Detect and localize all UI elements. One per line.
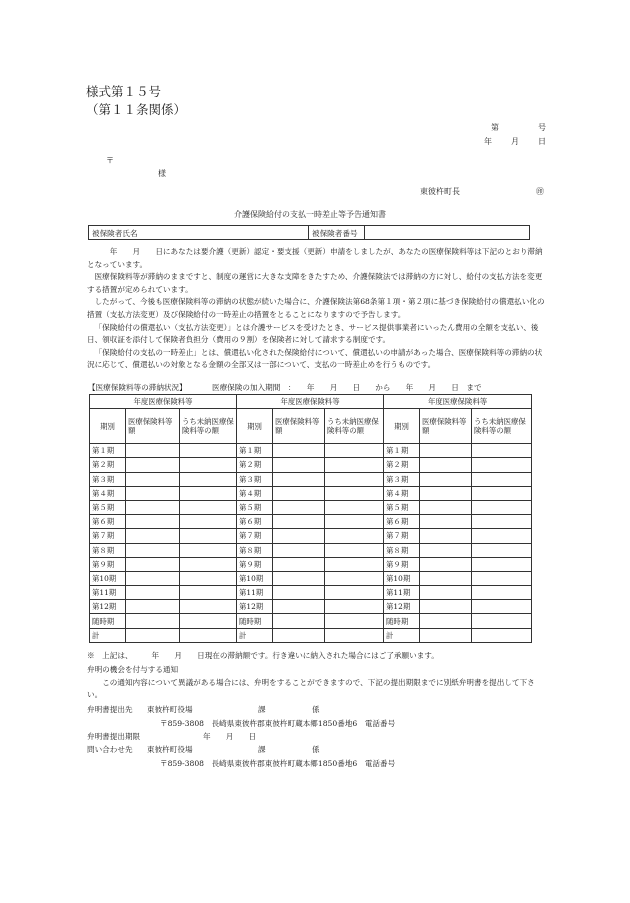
period-cell: 計 <box>237 628 273 642</box>
amount-cell <box>420 486 472 500</box>
doc-number-go: 号 <box>538 123 546 132</box>
unpaid-cell <box>325 586 384 600</box>
amount-cell <box>420 614 472 628</box>
amount-cell <box>126 586 180 600</box>
amount-cell <box>273 500 325 514</box>
appeal-title: 弁明の機会を付与する通知 <box>87 665 179 674</box>
period-cell: 随時期 <box>384 614 420 628</box>
period-cell: 第６期 <box>90 515 126 529</box>
col-period-header: 期別 <box>90 409 126 444</box>
period-cell: 第４期 <box>90 486 126 500</box>
period-cell: 第11期 <box>384 586 420 600</box>
table-row <box>90 614 532 628</box>
unpaid-cell <box>325 628 384 642</box>
submit-label: 弁明書提出先 <box>87 705 133 714</box>
unpaid-cell <box>472 543 532 557</box>
doc-title: 介護保険給付の支払一時差止等予告通知書 <box>234 210 386 219</box>
amount-cell <box>420 458 472 472</box>
period-cell: 第９期 <box>384 557 420 571</box>
table-row <box>90 529 532 543</box>
period-cell: 第７期 <box>384 529 420 543</box>
unpaid-cell <box>325 444 384 458</box>
amount-cell <box>273 529 325 543</box>
insured-box-divider-2 <box>364 226 365 239</box>
issuer-seal: ㊞ <box>536 187 544 196</box>
amount-cell <box>420 529 472 543</box>
amount-cell <box>273 458 325 472</box>
period-cell: 第６期 <box>384 515 420 529</box>
period-cell: 第７期 <box>237 529 273 543</box>
unpaid-cell <box>180 614 237 628</box>
unpaid-cell <box>180 458 237 472</box>
period-cell: 第３期 <box>384 472 420 486</box>
amount-cell <box>420 628 472 642</box>
amount-cell <box>420 500 472 514</box>
date-day: 日 <box>538 137 546 146</box>
year-header: 年度医療保険料等 <box>90 395 237 409</box>
inquiry-office: 東彼杵町役場 <box>147 745 193 754</box>
period-cell: 計 <box>90 628 126 642</box>
table-row <box>90 600 532 614</box>
period-cell: 第５期 <box>384 500 420 514</box>
col-amount-header: 医療保険料等額 <box>126 409 180 444</box>
unpaid-cell <box>325 486 384 500</box>
unpaid-cell <box>472 614 532 628</box>
unpaid-cell <box>325 571 384 585</box>
amount-cell <box>273 600 325 614</box>
amount-cell <box>126 557 180 571</box>
period-cell: 第３期 <box>237 472 273 486</box>
doc-number-dai: 第 <box>491 123 499 132</box>
body-paragraph: したがって、今後も医療保険料等の滞納の状態が続いた場合に、介護保険法第68条第１項・第２項に基づき保険給付の償還払い化の措置（支払方法変更）及び保険給付の一時差止の措置をとることになりますので予告します。 <box>87 297 545 319</box>
unpaid-cell <box>472 486 532 500</box>
unpaid-cell <box>180 500 237 514</box>
amount-cell <box>420 600 472 614</box>
col-period-header: 期別 <box>384 409 420 444</box>
amount-cell <box>420 543 472 557</box>
unpaid-cell <box>472 500 532 514</box>
amount-cell <box>273 586 325 600</box>
inquiry-label: 問い合わせ先 <box>87 745 133 754</box>
amount-cell <box>126 458 180 472</box>
period-cell: 第１期 <box>237 444 273 458</box>
inquiry-ka: 課 <box>258 745 266 754</box>
amount-cell <box>420 515 472 529</box>
unpaid-cell <box>325 600 384 614</box>
amount-cell <box>273 543 325 557</box>
period-cell: 第10期 <box>384 571 420 585</box>
unpaid-cell <box>472 557 532 571</box>
table-row <box>90 500 532 514</box>
period-cell: 第４期 <box>237 486 273 500</box>
amount-cell <box>126 500 180 514</box>
year-header: 年度医療保険料等 <box>384 395 532 409</box>
amount-cell <box>420 472 472 486</box>
issuer-name: 東彼杵町長 <box>420 187 460 196</box>
recipient-suffix: 様 <box>158 169 166 178</box>
unpaid-cell <box>180 529 237 543</box>
table-row <box>90 571 532 585</box>
unpaid-cell <box>180 557 237 571</box>
arrears-table <box>89 394 532 643</box>
date-year: 年 <box>484 137 492 146</box>
amount-cell <box>126 486 180 500</box>
period-cell: 第２期 <box>384 458 420 472</box>
period-cell: 第12期 <box>237 600 273 614</box>
amount-cell <box>126 614 180 628</box>
unpaid-cell <box>180 515 237 529</box>
unpaid-cell <box>472 529 532 543</box>
unpaid-cell <box>325 614 384 628</box>
unpaid-cell <box>472 586 532 600</box>
amount-cell <box>126 529 180 543</box>
body-paragraph: 「保険給付の償還払い（支払方法変更）」とは介護サービスを受けたとき、サービス提供事業者にいったん費用の全額を支払い、後日、領収証を添付して保険者負担分（費用の９割）を保険者に対して請求する制度です。 <box>87 322 539 345</box>
period-cell: 第11期 <box>90 586 126 600</box>
period-cell: 第２期 <box>237 458 273 472</box>
unpaid-cell <box>472 571 532 585</box>
amount-cell <box>420 571 472 585</box>
amount-cell <box>126 444 180 458</box>
unpaid-cell <box>472 458 532 472</box>
table-row <box>90 444 532 458</box>
amount-cell <box>273 628 325 642</box>
unpaid-cell <box>325 500 384 514</box>
unpaid-cell <box>325 543 384 557</box>
table-row <box>90 486 532 500</box>
period-cell: 第６期 <box>237 515 273 529</box>
col-amount-header: 医療保険料等額 <box>273 409 325 444</box>
submit-kakari: 係 <box>312 705 320 714</box>
unpaid-cell <box>180 586 237 600</box>
unpaid-cell <box>472 600 532 614</box>
col-unpaid-header: うち未納医療保険料等の額 <box>180 409 237 444</box>
period-cell: 第４期 <box>384 486 420 500</box>
unpaid-cell <box>180 543 237 557</box>
unpaid-cell <box>180 486 237 500</box>
period-cell: 第２期 <box>90 458 126 472</box>
body-paragraph: 「保険給付の支払の一時差止」とは、償還払い化された保険給付について、償還払いの申請があった場合、医療保険料等の滞納の状況に応じて、償還払いの対象となる金額の全部又は一部について、支払の一時差止めを行うものです。 <box>87 347 543 370</box>
table-row <box>90 586 532 600</box>
amount-cell <box>273 515 325 529</box>
period-cell: 第10期 <box>237 571 273 585</box>
amount-cell <box>420 444 472 458</box>
period-cell: 第１期 <box>90 444 126 458</box>
unpaid-cell <box>325 557 384 571</box>
period-cell: 随時期 <box>237 614 273 628</box>
unpaid-cell <box>325 458 384 472</box>
col-period-header: 期別 <box>237 409 273 444</box>
period-cell: 第12期 <box>384 600 420 614</box>
unpaid-cell <box>180 600 237 614</box>
amount-cell <box>126 628 180 642</box>
table-row <box>90 458 532 472</box>
amount-cell <box>273 486 325 500</box>
amount-cell <box>126 543 180 557</box>
submit-ka: 課 <box>258 705 266 714</box>
submit-address: 〒859-3808 長崎県東彼杵郡東彼杵町蔵本郷1850番地6 電話番号 <box>160 719 396 728</box>
period-cell: 第８期 <box>384 543 420 557</box>
form-number: 様式第１５号 <box>86 84 162 99</box>
status-label: 【医療保険料等の滞納状況】 <box>88 383 187 392</box>
body-paragraph: 年 月 日にあなたは要介護（更新）認定・要支援（更新）申請をしましたが、あなたの医療保険料等は下記のとおり滞納となっています。 <box>87 247 543 269</box>
table-row <box>90 557 532 571</box>
unpaid-cell <box>180 628 237 642</box>
amount-cell <box>273 472 325 486</box>
unpaid-cell <box>325 529 384 543</box>
year-header: 年度医療保険料等 <box>237 395 384 409</box>
insured-box-divider <box>308 226 309 239</box>
inquiry-kakari: 係 <box>312 745 320 754</box>
unpaid-cell <box>472 472 532 486</box>
table-row <box>90 472 532 486</box>
period-cell: 第３期 <box>90 472 126 486</box>
footnote: ※ 上記は、 年 月 日現在の滞納額です。行き違いに納入された場合にはご了承願います。 <box>87 651 439 660</box>
postal-mark: 〒 <box>106 156 114 165</box>
period-cell: 計 <box>384 628 420 642</box>
body-text <box>87 246 547 372</box>
period-cell: 第12期 <box>90 600 126 614</box>
amount-cell <box>420 557 472 571</box>
period-cell: 第５期 <box>90 500 126 514</box>
table-row <box>90 543 532 557</box>
period-cell: 第９期 <box>237 557 273 571</box>
deadline-label: 弁明書提出期限 <box>87 732 141 741</box>
col-unpaid-header: うち未納医療保険料等の額 <box>325 409 384 444</box>
period-cell: 第７期 <box>90 529 126 543</box>
insured-number-label: 被保険者番号 <box>312 229 358 238</box>
col-unpaid-header: うち未納医療保険料等の額 <box>472 409 532 444</box>
period-cell: 随時期 <box>90 614 126 628</box>
period-cell: 第９期 <box>90 557 126 571</box>
period-cell: 第１期 <box>384 444 420 458</box>
insured-name-label: 被保険者氏名 <box>92 229 138 238</box>
unpaid-cell <box>472 515 532 529</box>
body-paragraph: 医療保険料等が滞納のままですと、制度の運営に大きな支障をきたすため、介護保険法では滞納の方に対し、給付の支払方法を変更する措置が定められています。 <box>87 272 543 294</box>
insured-box <box>88 225 530 240</box>
deadline-value: 年 月 日 <box>203 732 257 741</box>
status-period: 医療保険の加入期間 ： 年 月 日 から 年 月 日 まで <box>212 383 482 392</box>
unpaid-cell <box>472 444 532 458</box>
table-row <box>90 515 532 529</box>
table-row <box>90 628 532 642</box>
date-month: 月 <box>511 137 519 146</box>
unpaid-cell <box>180 571 237 585</box>
unpaid-cell <box>325 515 384 529</box>
period-cell: 第10期 <box>90 571 126 585</box>
unpaid-cell <box>472 628 532 642</box>
amount-cell <box>126 515 180 529</box>
unpaid-cell <box>180 444 237 458</box>
period-cell: 第５期 <box>237 500 273 514</box>
period-cell: 第８期 <box>237 543 273 557</box>
inquiry-address: 〒859-3808 長崎県東彼杵郡東彼杵町蔵本郷1850番地6 電話番号 <box>160 759 396 768</box>
unpaid-cell <box>325 472 384 486</box>
amount-cell <box>126 472 180 486</box>
unpaid-cell <box>180 472 237 486</box>
appeal-text: この通知内容について異議がある場合には、弁明をすることができますので、下記の提出期限までに別紙弁明書を提出して下さい。 <box>87 678 535 699</box>
amount-cell <box>420 586 472 600</box>
amount-cell <box>273 571 325 585</box>
period-cell: 第11期 <box>237 586 273 600</box>
amount-cell <box>126 600 180 614</box>
amount-cell <box>126 571 180 585</box>
amount-cell <box>273 614 325 628</box>
col-amount-header: 医療保険料等額 <box>420 409 472 444</box>
amount-cell <box>273 444 325 458</box>
period-cell: 第８期 <box>90 543 126 557</box>
form-article: （第１１条関係） <box>86 102 187 117</box>
submit-office: 東彼杵町役場 <box>147 705 193 714</box>
amount-cell <box>273 557 325 571</box>
